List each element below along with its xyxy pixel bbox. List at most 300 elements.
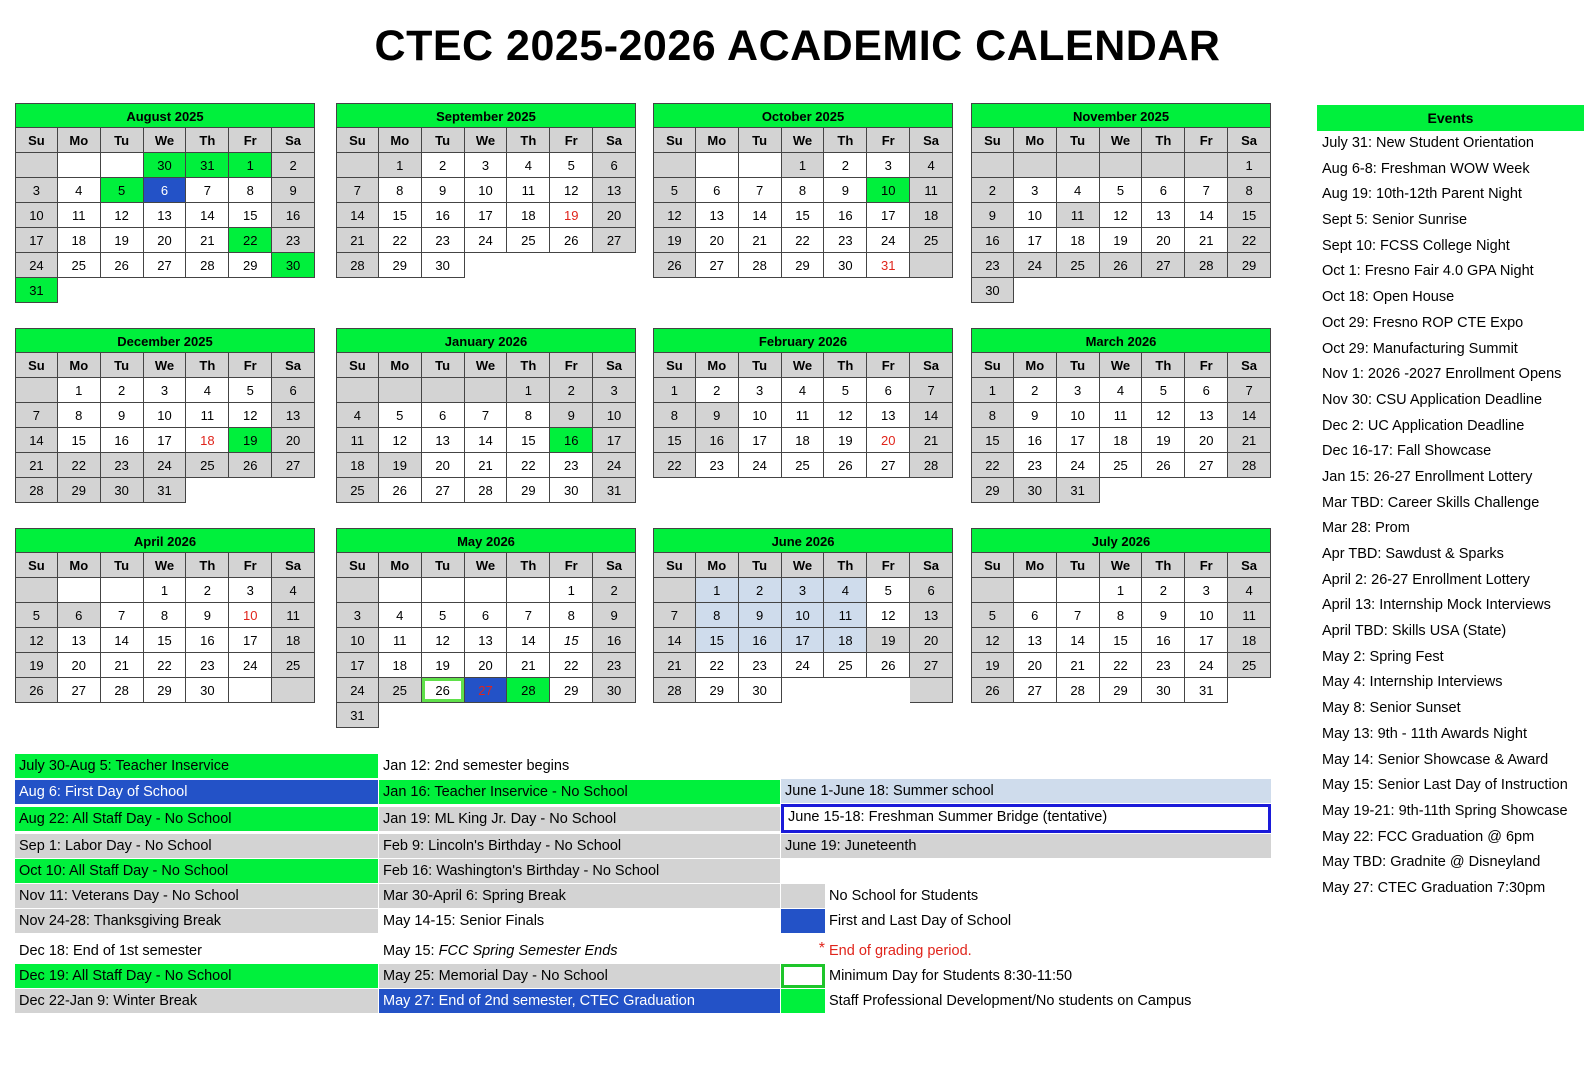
day-cell-empty	[101, 278, 144, 303]
key-swatch-gray	[781, 884, 825, 908]
day-cell: 30	[550, 478, 593, 503]
event-item: Sept 5: Senior Sunrise	[1322, 212, 1468, 229]
day-cell: 24	[593, 453, 636, 478]
day-cell: 14	[465, 428, 508, 453]
day-cell: 2	[272, 153, 315, 178]
day-cell: 8	[550, 603, 593, 628]
day-cell: 21	[507, 653, 550, 678]
day-cell: 9	[1142, 603, 1185, 628]
weekday-header: Mo	[58, 553, 101, 578]
day-cell: 24	[229, 653, 272, 678]
legend-entry: June 15-18: Freshman Summer Bridge (tentative)	[781, 804, 1271, 833]
day-cell: 10	[1185, 603, 1228, 628]
event-item: Dec 2: UC Application Deadline	[1322, 417, 1525, 434]
day-cell: 27	[1014, 678, 1057, 703]
day-cell: 29	[1228, 253, 1271, 278]
weekday-header: We	[465, 353, 508, 378]
day-cell: 25	[1057, 253, 1100, 278]
day-cell: 12	[867, 603, 910, 628]
day-cell-empty	[465, 703, 508, 728]
day-cell: 14	[910, 403, 953, 428]
month-title: November 2025	[971, 103, 1271, 128]
weekday-header: Th	[1142, 553, 1185, 578]
day-cell: 13	[696, 203, 739, 228]
day-cell: 25	[272, 653, 315, 678]
day-cell: 31	[336, 703, 379, 728]
legend-entry: Dec 18: End of 1st semester	[15, 939, 378, 963]
day-cell: 23	[272, 228, 315, 253]
day-cell: 18	[1057, 228, 1100, 253]
day-cell: 17	[1185, 628, 1228, 653]
day-cell: 30	[101, 478, 144, 503]
day-cell: 4	[782, 378, 825, 403]
day-cell: 12	[971, 628, 1014, 653]
day-cell: 17	[229, 628, 272, 653]
event-item: Aug 19: 10th-12th Parent Night	[1322, 186, 1522, 203]
month-title: April 2026	[15, 528, 315, 553]
event-item: Sept 10: FCSS College Night	[1322, 237, 1510, 254]
day-cell-empty	[1142, 478, 1185, 503]
day-cell-empty	[1185, 478, 1228, 503]
day-cell-empty	[782, 678, 825, 703]
day-cell-empty	[58, 278, 101, 303]
day-cell: 2	[593, 578, 636, 603]
day-cell: 4	[186, 378, 229, 403]
weekday-header: Mo	[1014, 128, 1057, 153]
month-title: September 2025	[336, 103, 636, 128]
day-cell: 22	[696, 653, 739, 678]
day-cell: 24	[867, 228, 910, 253]
day-cell: 18	[824, 628, 867, 653]
legend-entry: May 25: Memorial Day - No School	[379, 964, 780, 988]
day-cell: 20	[272, 428, 315, 453]
day-cell: 11	[782, 403, 825, 428]
day-cell: 26	[653, 253, 696, 278]
day-cell: 11	[507, 178, 550, 203]
day-cell: 13	[910, 603, 953, 628]
day-cell: 12	[1142, 403, 1185, 428]
day-cell: 22	[1228, 228, 1271, 253]
day-cell-empty	[186, 278, 229, 303]
day-cell: 16	[550, 428, 593, 453]
weekday-header: We	[144, 128, 187, 153]
day-cell: 9	[550, 403, 593, 428]
month-december-2025	[15, 328, 315, 503]
weekday-header: Mo	[58, 353, 101, 378]
weekday-header: We	[1100, 553, 1143, 578]
day-cell-empty	[229, 678, 272, 703]
day-cell: 5	[422, 603, 465, 628]
day-cell: 8	[379, 178, 422, 203]
day-cell: 14	[186, 203, 229, 228]
day-cell: 16	[971, 228, 1014, 253]
day-cell: 24	[1057, 453, 1100, 478]
day-cell: 27	[867, 453, 910, 478]
day-cell: 20	[144, 228, 187, 253]
day-cell: 25	[1100, 453, 1143, 478]
event-item: Jan 15: 26-27 Enrollment Lottery	[1322, 468, 1533, 485]
day-cell: 28	[507, 678, 550, 703]
day-cell-empty: 31	[186, 153, 229, 178]
day-cell: 2	[186, 578, 229, 603]
event-item: April 2: 26-27 Enrollment Lottery	[1322, 571, 1530, 588]
day-cell-empty	[1057, 278, 1100, 303]
events-list	[1317, 131, 1584, 902]
day-cell: 28	[1185, 253, 1228, 278]
day-cell: 21	[1057, 653, 1100, 678]
event-item: Dec 16-17: Fall Showcase	[1322, 443, 1492, 460]
legend-entry: Aug 6: First Day of School	[15, 780, 378, 804]
day-cell: 23	[422, 228, 465, 253]
day-cell: 11	[1100, 403, 1143, 428]
day-cell: 30	[739, 678, 782, 703]
day-cell: 16	[824, 203, 867, 228]
day-cell: 11	[1057, 203, 1100, 228]
day-cell: 23	[739, 653, 782, 678]
day-cell: 29	[696, 678, 739, 703]
day-cell: 16	[696, 428, 739, 453]
day-cell: 9	[824, 178, 867, 203]
day-cell: 8	[1228, 178, 1271, 203]
day-cell: 24	[739, 453, 782, 478]
day-cell: 26	[867, 653, 910, 678]
day-cell: 27	[1185, 453, 1228, 478]
day-cell-empty	[1185, 278, 1228, 303]
day-cell: 10	[144, 403, 187, 428]
day-cell: 13	[593, 178, 636, 203]
weekday-header: Th	[186, 128, 229, 153]
day-cell: 7	[465, 403, 508, 428]
day-cell: 20	[696, 228, 739, 253]
day-cell: 11	[336, 428, 379, 453]
month-title: February 2026	[653, 328, 953, 353]
key-label: No School for Students	[829, 888, 979, 904]
day-cell: 11	[58, 203, 101, 228]
day-cell: 21	[101, 653, 144, 678]
day-cell: 21	[465, 453, 508, 478]
day-cell: 4	[58, 178, 101, 203]
day-cell: 4	[910, 153, 953, 178]
month-title: May 2026	[336, 528, 636, 553]
day-cell: 16	[739, 628, 782, 653]
day-cell: 18	[507, 203, 550, 228]
event-item: May 27: CTEC Graduation 7:30pm	[1322, 879, 1546, 896]
event-item: May 2: Spring Fest	[1322, 648, 1444, 665]
day-cell: 20	[58, 653, 101, 678]
weekday-header: Tu	[1057, 353, 1100, 378]
day-cell: 27	[696, 253, 739, 278]
day-cell-empty	[229, 278, 272, 303]
month-title: December 2025	[15, 328, 315, 353]
day-cell: 29	[58, 478, 101, 503]
day-cell: 22	[58, 453, 101, 478]
day-cell: 29	[550, 678, 593, 703]
day-cell: 8	[144, 603, 187, 628]
day-cell: 24	[782, 653, 825, 678]
day-cell: 12	[550, 178, 593, 203]
day-cell: 3	[229, 578, 272, 603]
day-cell: 29	[144, 678, 187, 703]
day-cell-empty	[696, 153, 739, 178]
legend-entry-text: May 15:	[383, 943, 439, 959]
day-cell-empty	[1228, 478, 1271, 503]
legend-entry: Nov 24-28: Thanksgiving Break	[15, 909, 378, 933]
day-cell-empty	[379, 578, 422, 603]
weekday-header: Mo	[1014, 553, 1057, 578]
day-cell: 18	[186, 428, 229, 453]
day-cell: 18	[379, 653, 422, 678]
day-cell: 28	[1228, 453, 1271, 478]
weekday-header: Su	[971, 128, 1014, 153]
day-cell: 8	[507, 403, 550, 428]
weekday-header: Sa	[593, 128, 636, 153]
day-cell: 12	[1100, 203, 1143, 228]
day-cell: 3	[593, 378, 636, 403]
day-cell-empty	[1014, 278, 1057, 303]
day-cell-empty: 30	[144, 153, 187, 178]
day-cell: 8	[58, 403, 101, 428]
day-cell-empty	[550, 703, 593, 728]
day-cell: 13	[1014, 628, 1057, 653]
day-cell: 9	[186, 603, 229, 628]
day-cell: 3	[739, 378, 782, 403]
day-cell: 27	[1142, 253, 1185, 278]
day-cell: 1	[144, 578, 187, 603]
day-cell: 5	[229, 378, 272, 403]
day-cell: 26	[971, 678, 1014, 703]
weekday-header: Su	[15, 128, 58, 153]
day-cell-empty	[971, 578, 1014, 603]
day-cell-empty	[336, 153, 379, 178]
day-cell: 27	[422, 478, 465, 503]
day-cell: 21	[1185, 228, 1228, 253]
event-item: May 14: Senior Showcase & Award	[1322, 751, 1549, 768]
day-cell-empty	[379, 378, 422, 403]
legend-entry: Sep 1: Labor Day - No School	[15, 834, 378, 858]
day-cell-empty	[15, 153, 58, 178]
day-cell: 24	[465, 228, 508, 253]
day-cell: 6	[910, 578, 953, 603]
day-cell-empty	[58, 578, 101, 603]
day-cell: 9	[739, 603, 782, 628]
day-cell: 20	[593, 203, 636, 228]
key-label: End of grading period.	[829, 943, 972, 959]
key-label: Staff Professional Development/No students on Campus	[829, 993, 1192, 1009]
day-cell: 15	[379, 203, 422, 228]
day-cell-empty	[1014, 578, 1057, 603]
day-cell: 25	[186, 453, 229, 478]
day-cell: 18	[1100, 428, 1143, 453]
day-cell: 11	[272, 603, 315, 628]
day-cell-empty	[1228, 678, 1271, 703]
event-item: May 22: FCC Graduation @ 6pm	[1322, 828, 1535, 845]
weekday-header: Mo	[1014, 353, 1057, 378]
day-cell: 30	[422, 253, 465, 278]
day-cell: 15	[507, 428, 550, 453]
day-cell: 15	[971, 428, 1014, 453]
day-cell: 30	[186, 678, 229, 703]
weekday-header: Sa	[1228, 128, 1271, 153]
day-cell: 31	[1185, 678, 1228, 703]
legend-entry: July 30-Aug 5: Teacher Inservice	[15, 754, 378, 778]
day-cell: 24	[1185, 653, 1228, 678]
legend-entry-italic: FCC Spring Semester Ends	[438, 943, 618, 959]
day-cell: 10	[336, 628, 379, 653]
day-cell: 8	[229, 178, 272, 203]
day-cell-empty	[550, 253, 593, 278]
weekday-header: Su	[336, 128, 379, 153]
day-cell: 23	[593, 653, 636, 678]
day-cell-empty	[507, 703, 550, 728]
day-cell: 2	[824, 153, 867, 178]
weekday-header: Fr	[867, 553, 910, 578]
day-cell: 7	[1185, 178, 1228, 203]
day-cell: 26	[550, 228, 593, 253]
day-cell: 8	[653, 403, 696, 428]
month-september-2025	[336, 103, 636, 278]
day-cell: 19	[15, 653, 58, 678]
key-swatch-star: *	[818, 940, 825, 957]
day-cell: 15	[782, 203, 825, 228]
legend-entry: May 14-15: Senior Finals	[379, 909, 780, 933]
day-cell: 17	[144, 428, 187, 453]
day-cell: 9	[696, 403, 739, 428]
event-item: May 8: Senior Sunset	[1322, 700, 1461, 717]
weekday-header: Tu	[422, 553, 465, 578]
day-cell: 13	[1185, 403, 1228, 428]
day-cell: 19	[824, 428, 867, 453]
day-cell: 5	[971, 603, 1014, 628]
day-cell: 15	[653, 428, 696, 453]
day-cell: 1	[229, 153, 272, 178]
day-cell: 19	[1142, 428, 1185, 453]
day-cell: 26	[1142, 453, 1185, 478]
day-cell: 21	[1228, 428, 1271, 453]
day-cell: 31	[144, 478, 187, 503]
day-cell: 26	[1100, 253, 1143, 278]
day-cell: 31	[15, 278, 58, 303]
day-cell: 6	[593, 153, 636, 178]
day-cell: 1	[1100, 578, 1143, 603]
day-cell-empty	[465, 578, 508, 603]
day-cell: 23	[186, 653, 229, 678]
day-cell: 20	[465, 653, 508, 678]
day-cell: 10	[1014, 203, 1057, 228]
day-cell: 6	[1185, 378, 1228, 403]
day-cell-empty	[336, 578, 379, 603]
event-item: April 13: Internship Mock Interviews	[1322, 597, 1551, 614]
day-cell: 2	[550, 378, 593, 403]
month-title: July 2026	[971, 528, 1271, 553]
day-cell: 6	[465, 603, 508, 628]
day-cell: 1	[971, 378, 1014, 403]
day-cell: 22	[229, 228, 272, 253]
day-cell: 31	[1057, 478, 1100, 503]
day-cell: 17	[15, 228, 58, 253]
day-cell-empty	[379, 703, 422, 728]
day-cell-empty	[58, 153, 101, 178]
day-cell: 1	[58, 378, 101, 403]
weekday-header: Th	[824, 553, 867, 578]
month-title: January 2026	[336, 328, 636, 353]
weekday-header: We	[465, 553, 508, 578]
day-cell: 29	[507, 478, 550, 503]
event-item: May 4: Internship Interviews	[1322, 674, 1503, 691]
day-cell: 3	[336, 603, 379, 628]
day-cell: 14	[739, 203, 782, 228]
weekday-header: Sa	[272, 553, 315, 578]
legend-entry: Nov 11: Veterans Day - No School	[15, 884, 378, 908]
weekday-header: Mo	[58, 128, 101, 153]
day-cell: 2	[696, 378, 739, 403]
month-march-2026	[971, 328, 1271, 503]
events-heading: Events	[1317, 105, 1584, 131]
day-cell: 12	[229, 403, 272, 428]
day-cell-empty	[272, 478, 315, 503]
day-cell: 14	[101, 628, 144, 653]
day-cell-empty	[422, 703, 465, 728]
month-title: August 2025	[15, 103, 315, 128]
legend-entry: Feb 16: Washington's Birthday - No School	[379, 859, 780, 883]
day-cell-empty	[422, 378, 465, 403]
event-item: Mar TBD: Career Skills Challenge	[1322, 494, 1540, 511]
day-cell: 7	[101, 603, 144, 628]
month-november-2025	[971, 103, 1271, 303]
legend-entry: Dec 22-Jan 9: Winter Break	[15, 989, 378, 1013]
key-swatch-green	[781, 989, 825, 1013]
day-cell: 29	[379, 253, 422, 278]
day-cell: 17	[1057, 428, 1100, 453]
day-cell-empty	[101, 578, 144, 603]
day-cell: 18	[1228, 628, 1271, 653]
day-cell: 2	[101, 378, 144, 403]
day-cell-empty	[144, 278, 187, 303]
weekday-header: Su	[336, 353, 379, 378]
day-cell: 31	[867, 253, 910, 278]
day-cell-empty	[186, 478, 229, 503]
weekday-header: Mo	[379, 128, 422, 153]
day-cell-empty	[1100, 478, 1143, 503]
day-cell: 26	[379, 478, 422, 503]
event-item: July 31: New Student Orientation	[1322, 135, 1534, 151]
day-cell: 13	[1142, 203, 1185, 228]
day-cell: 18	[272, 628, 315, 653]
day-cell: 3	[782, 578, 825, 603]
day-cell: 17	[739, 428, 782, 453]
day-cell: 7	[739, 178, 782, 203]
weekday-header: Tu	[739, 128, 782, 153]
weekday-header: Tu	[739, 553, 782, 578]
day-cell: 12	[422, 628, 465, 653]
weekday-header: Su	[971, 553, 1014, 578]
key-label: Minimum Day for Students 8:30-11:50	[829, 968, 1073, 984]
weekday-header: Tu	[1057, 128, 1100, 153]
event-item: Nov 1: 2026 -2027 Enrollment Opens	[1322, 366, 1562, 383]
month-january-2026	[336, 328, 636, 503]
day-cell: 24	[336, 678, 379, 703]
day-cell: 1	[782, 153, 825, 178]
weekday-header: Fr	[229, 128, 272, 153]
day-cell: 29	[1100, 678, 1143, 703]
weekday-header: Tu	[101, 553, 144, 578]
day-cell: 11	[1228, 603, 1271, 628]
day-cell: 19	[550, 203, 593, 228]
weekday-header: Sa	[910, 353, 953, 378]
day-cell: 2	[739, 578, 782, 603]
day-cell: 13	[58, 628, 101, 653]
day-cell: 23	[1142, 653, 1185, 678]
day-cell: 10	[465, 178, 508, 203]
